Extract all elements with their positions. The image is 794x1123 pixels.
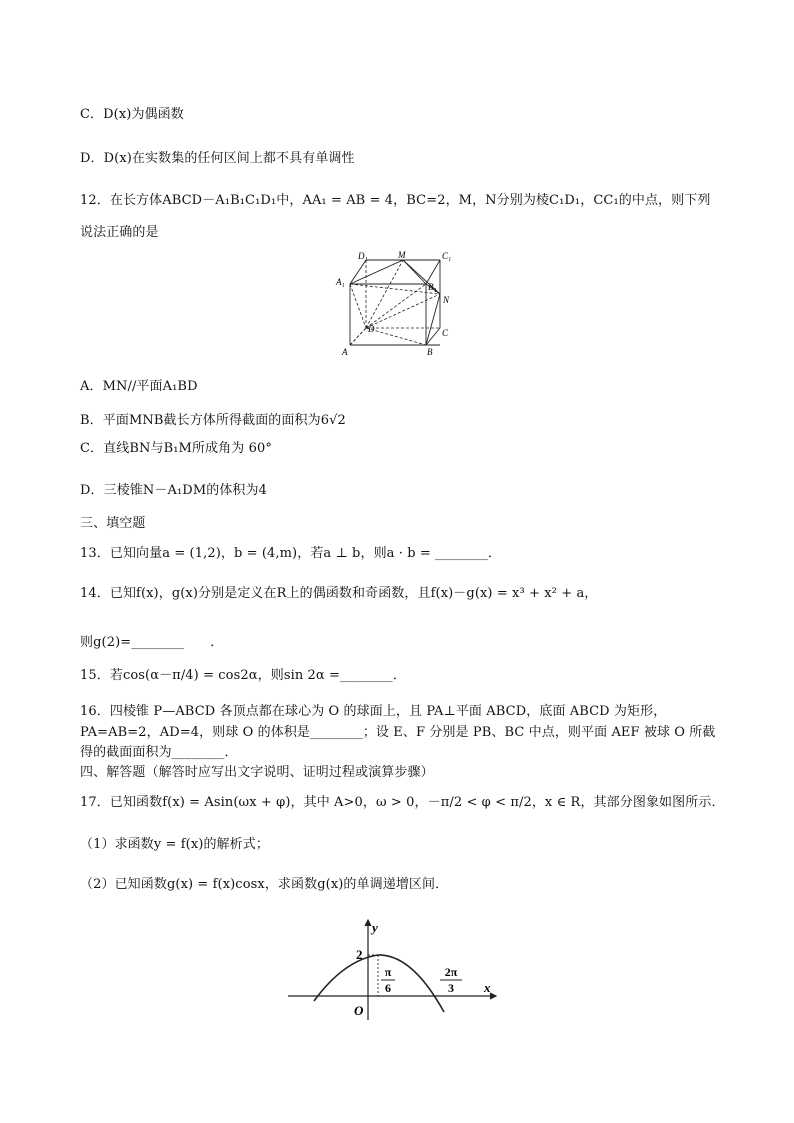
- seg-DB1: [366, 284, 426, 328]
- q17-stem: 17．已知函数f(x) = Asin(ωx + φ)，其中 A>0，ω > 0，－π/2 < φ < π/2，x ∈ R，其部分图象如图所示．: [80, 795, 725, 810]
- x-label: x: [484, 980, 491, 995]
- max-value-label: 2: [356, 947, 363, 962]
- q16-line3: 得的截面面积为________．: [80, 745, 238, 760]
- q11-option-c: C．D(x)为偶函数: [80, 107, 184, 122]
- seg-DB: [366, 328, 426, 345]
- q15: 15．若cos(α－π/4) = cos2α，则sin 2α =________．: [80, 668, 406, 683]
- label-C1: C₁: [442, 251, 452, 261]
- q16-line2: PA=AB=2，AD=4，则球 O 的体积是________；设 E、F 分别是 PB、BC 中点，则平面 AEF 被球 O 所截: [80, 725, 716, 740]
- sine-graph: [284, 912, 504, 1024]
- label-D1: D₁: [358, 251, 368, 261]
- label-A1: A₁: [336, 277, 345, 287]
- q12-option-b: B．平面MNB截长方体所得截面的面积为6√2: [80, 413, 346, 428]
- seg-BN: [426, 294, 440, 345]
- edge-B1C1: [426, 260, 440, 284]
- y-label: y: [372, 920, 378, 935]
- pi6-numerator: π: [384, 965, 392, 979]
- q17-part2: （2）已知函数g(x) = f(x)cosx，求函数g(x)的单调递增区间．: [80, 877, 449, 892]
- seg-DM: [366, 260, 403, 328]
- cuboid-figure: [330, 248, 460, 363]
- 2pi3-denominator: 3: [448, 981, 454, 995]
- q16-line1: 16．四棱锥 P—ABCD 各顶点都在球心为 O 的球面上，且 PA⊥平面 ABCD，底面 ABCD 为矩形，: [80, 704, 667, 719]
- q12-option-d: D．三棱锥N－A₁DM的体积为4: [80, 483, 268, 498]
- q14-line1: 14．已知f(x)，g(x)分别是定义在R上的偶函数和奇函数，且f(x)－g(x) = x³ + x² + a，: [80, 586, 598, 601]
- q12-stem-line1: 12．在长方体ABCD－A₁B₁C₁D₁中，AA₁ = AB = 4，BC=2，M，N分别为棱C₁D₁，CC₁的中点，则下列: [80, 193, 711, 208]
- label-D: D: [368, 324, 375, 334]
- label-C: C: [442, 328, 449, 338]
- seg-A1N: [350, 284, 440, 294]
- section3-title: 三、填空题: [80, 516, 146, 531]
- origin-label: O: [354, 1003, 364, 1018]
- label-N: N: [443, 295, 450, 305]
- section4-title: 四、解答题（解答时应写出文字说明、证明过程或演算步骤）: [80, 765, 434, 780]
- label-B: B: [427, 347, 433, 357]
- q11-option-d: D．D(x)在实数集的任何区间上都不具有单调性: [80, 151, 355, 166]
- sine-curve: [314, 955, 444, 1012]
- seg-DN: [366, 294, 440, 328]
- q12-option-a: A．MN//平面A₁BD: [80, 379, 198, 394]
- pi6-denominator: 6: [385, 981, 391, 995]
- q13: 13．已知向量a = (1,2)，b = (4,m)，若a ⊥ b，则a · b = ________．: [80, 546, 502, 561]
- q17-part1: （1）求函数y = f(x)的解析式；: [80, 837, 269, 852]
- label-A: A: [342, 347, 348, 357]
- q14-line2: 则g(2)=________ ．: [80, 635, 224, 650]
- 2pi3-numerator: 2π: [444, 965, 458, 979]
- q12-option-c: C．直线BN与B₁M所成角为 60°: [80, 441, 272, 456]
- seg-MB1: [403, 260, 426, 284]
- seg-A1D: [350, 284, 366, 328]
- q12-stem-line2: 说法正确的是: [80, 225, 159, 240]
- label-B1: B₁: [428, 282, 437, 292]
- label-M: M: [398, 250, 406, 260]
